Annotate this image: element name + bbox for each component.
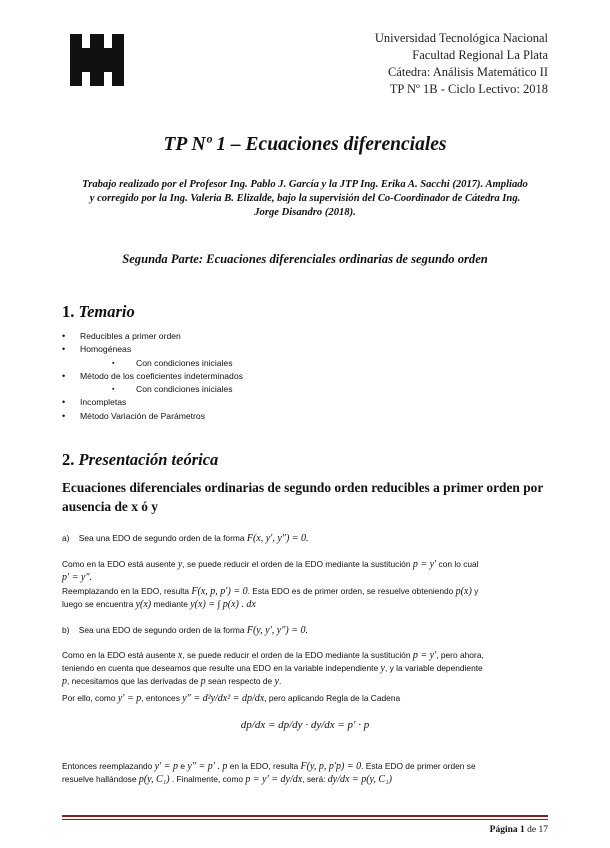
paragraph-b3 — [62, 692, 552, 705]
text: . — [279, 676, 282, 686]
equation: p(x) — [455, 586, 472, 597]
topics-list — [62, 330, 243, 423]
variable: p — [62, 676, 67, 687]
text: , pero aplicando Regla de la Cadena — [264, 693, 401, 703]
text: Como en la EDO está ausente — [62, 559, 176, 569]
text: Reemplazando en la EDO, resulta — [62, 586, 190, 596]
text: teniendo en cuenta que deseamos que resulte una EDO en la variable independiente — [62, 663, 379, 673]
variable: y — [177, 559, 183, 570]
equation: y″ = p′ . p — [187, 761, 228, 772]
variable: p — [200, 676, 206, 687]
equation: F(y, p, p′p) = 0 — [300, 761, 362, 772]
text: en la EDO, resulta — [229, 761, 299, 771]
text: sean respecto de — [207, 676, 273, 686]
page-label: Página — [489, 825, 518, 835]
variable: y — [274, 676, 279, 687]
list-item: • Método Variación de Parámetros — [62, 410, 243, 423]
text: , entonces — [141, 693, 180, 703]
item-label: a) — [62, 533, 70, 543]
section-number: 1. — [62, 302, 75, 321]
page-current: 1 — [520, 825, 525, 835]
equation: dy/dx = p(y, C₁) — [327, 774, 392, 785]
equation: F(x, p, p′) = 0 — [191, 586, 248, 597]
text: Entonces reemplazando — [62, 761, 153, 771]
equation: y″ = d²y/dx² = dp/dx — [182, 693, 265, 704]
paragraph-text: Sea una EDO de segundo orden de la forma — [78, 533, 245, 543]
text: , será: — [302, 774, 326, 784]
footer-rule — [62, 815, 548, 817]
header-tp: TP Nº 1B - Ciclo Lectivo: 2018 — [389, 82, 548, 96]
text: con lo cual — [438, 559, 479, 569]
equation: F(y, y′, y″) = 0. — [246, 625, 308, 636]
list-item: • Homogéneas — [62, 343, 243, 356]
list-item: • Método de los coeficientes indeterminados — [62, 370, 243, 383]
section-title: Temario — [78, 302, 135, 321]
text: , se puede reducir el orden de la EDO mediante la sustitución — [182, 650, 411, 660]
document-header — [375, 30, 548, 98]
section-number: 2. — [62, 450, 75, 469]
text: mediante — [153, 599, 188, 609]
text: Como en la EDO está ausente — [62, 650, 176, 660]
equation: y(x) — [135, 599, 152, 610]
paragraph-a2 — [62, 558, 552, 584]
text: e — [180, 761, 186, 771]
list-item: ▪ Con condiciones iniciales — [62, 383, 243, 396]
authors-note: Trabajo realizado por el Profesor Ing. Pablo J. García y la JTP Ing. Erika A. Sacchi (2017). Ampliado y corregido por la Ing. Valeria B. Elizalde, bajo la supervisión del Co-Coordinador de Cátedra Ing. Jorge Disandro (2018). — [82, 179, 528, 218]
header-university: Universidad Tecnológica Nacional — [374, 31, 548, 45]
paragraph-a — [62, 532, 552, 545]
text: luego se encuentra — [62, 599, 134, 609]
item-label: b) — [62, 625, 70, 635]
equation: F(x, y′, y″) = 0. — [246, 533, 309, 544]
text: , pero ahora, — [436, 650, 484, 660]
paragraph-b2 — [62, 649, 552, 688]
equation: p = y′ = dy/dx — [245, 774, 303, 785]
subsection-title: Ecuaciones diferenciales ordinarias de segundo orden reducibles a primer orden por ausencia de x ó y — [62, 480, 544, 514]
equation: p′ = y″. — [62, 572, 93, 583]
equation: y(x) = ∫ p(x) . dx — [190, 599, 256, 610]
list-item: ▪ Con condiciones iniciales — [62, 357, 243, 370]
list-item: • Incompletas — [62, 396, 243, 409]
text: , se puede reducir el orden de la EDO mediante la sustitución — [182, 559, 411, 569]
paragraph-b — [62, 624, 552, 637]
text: , necesitamos que las derivadas de — [67, 676, 199, 686]
equation: p(y, C₁) — [138, 774, 170, 785]
header-faculty: Facultad Regional La Plata — [412, 48, 548, 62]
text: y — [474, 586, 479, 596]
page-of: de — [527, 825, 537, 835]
text: . Esta EDO es de primer orden, se resuelve obteniendo — [247, 586, 454, 596]
text: . Finalmente, como — [171, 774, 244, 784]
part-title: Segunda Parte: Ecuaciones diferenciales ordinarias de segundo orden — [122, 252, 488, 266]
paragraph-a3 — [62, 585, 552, 611]
paragraph-b4 — [62, 760, 552, 786]
section-title: Presentación teórica — [78, 450, 219, 469]
text: . Esta EDO de primer orden se — [361, 761, 476, 771]
text: , y la variable dependiente — [384, 663, 483, 673]
list-item: • Reducibles a primer orden — [62, 330, 243, 343]
header-chair: Cátedra: Análisis Matemático II — [387, 65, 548, 79]
variable: x — [177, 650, 183, 661]
section-heading-temario — [62, 302, 135, 322]
equation: y′ = p — [117, 693, 142, 704]
equation: y′ = p — [154, 761, 179, 772]
utn-logo — [70, 34, 124, 86]
page-number — [490, 825, 548, 835]
text: Por ello, como — [62, 693, 116, 703]
paragraph-text: Sea una EDO de segundo orden de la forma — [78, 625, 245, 635]
footer-rule-thin — [62, 819, 548, 820]
equation: p = y′ — [412, 559, 437, 570]
equation: p = y′ — [412, 650, 437, 661]
chain-rule-equation: dp/dx = dp/dy · dy/dx = p′ · p — [240, 719, 370, 731]
section-heading-teoria — [62, 450, 218, 470]
page-total: 17 — [538, 825, 548, 835]
variable: y — [380, 663, 385, 674]
document-title: TP Nº 1 – Ecuaciones diferenciales — [163, 134, 447, 155]
text: resuelve hallándose — [62, 774, 137, 784]
